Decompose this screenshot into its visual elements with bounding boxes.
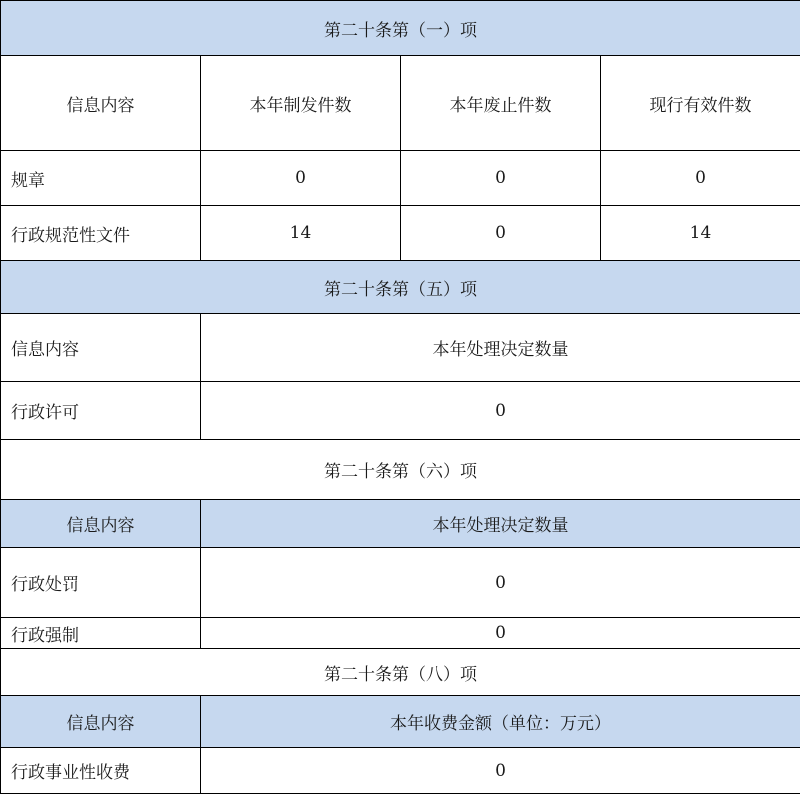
decision-value: 0 <box>201 618 800 649</box>
table-row <box>1 206 800 261</box>
section-6-title-row <box>1 440 800 500</box>
section-5-title: 第二十条第（五）项 <box>1 261 800 314</box>
header-decision-count: 本年处理决定数量 <box>201 314 800 382</box>
header-info-content: 信息内容 <box>1 56 201 151</box>
header-decision-count: 本年处理决定数量 <box>201 500 800 548</box>
abolished-value: 0 <box>401 206 601 261</box>
section-8-title-row <box>1 649 800 696</box>
row-label: 行政事业性收费 <box>1 748 201 794</box>
table-row <box>1 151 800 206</box>
header-abolished-count: 本年废止件数 <box>401 56 601 151</box>
table-row <box>1 548 800 618</box>
section-5-header-row <box>1 314 800 382</box>
valid-value: 0 <box>601 151 800 206</box>
table-row <box>1 618 800 649</box>
decision-value: 0 <box>201 548 800 618</box>
issued-value: 14 <box>201 206 401 261</box>
header-info-content: 信息内容 <box>1 696 201 748</box>
section-1-title-row <box>1 1 800 56</box>
valid-value: 14 <box>601 206 800 261</box>
row-label: 行政强制 <box>1 618 201 649</box>
table-row <box>1 748 800 794</box>
section-1-title: 第二十条第（一）项 <box>1 1 800 56</box>
section-1-header-row <box>1 56 800 151</box>
row-label: 行政许可 <box>1 382 201 440</box>
row-label: 行政规范性文件 <box>1 206 201 261</box>
fee-value: 0 <box>201 748 800 794</box>
section-8-header-row <box>1 696 800 748</box>
header-issued-count: 本年制发件数 <box>201 56 401 151</box>
decision-value: 0 <box>201 382 800 440</box>
section-5-title-row <box>1 261 800 314</box>
header-info-content: 信息内容 <box>1 500 201 548</box>
header-fee-amount: 本年收费金额（单位：万元） <box>201 696 800 748</box>
section-8-title: 第二十条第（八）项 <box>1 649 800 696</box>
issued-value: 0 <box>201 151 401 206</box>
row-label: 行政处罚 <box>1 548 201 618</box>
table-row <box>1 382 800 440</box>
section-6-title: 第二十条第（六）项 <box>1 440 800 500</box>
header-valid-count: 现行有效件数 <box>601 56 800 151</box>
row-label: 规章 <box>1 151 201 206</box>
header-info-content: 信息内容 <box>1 314 201 382</box>
abolished-value: 0 <box>401 151 601 206</box>
section-6-header-row <box>1 500 800 548</box>
